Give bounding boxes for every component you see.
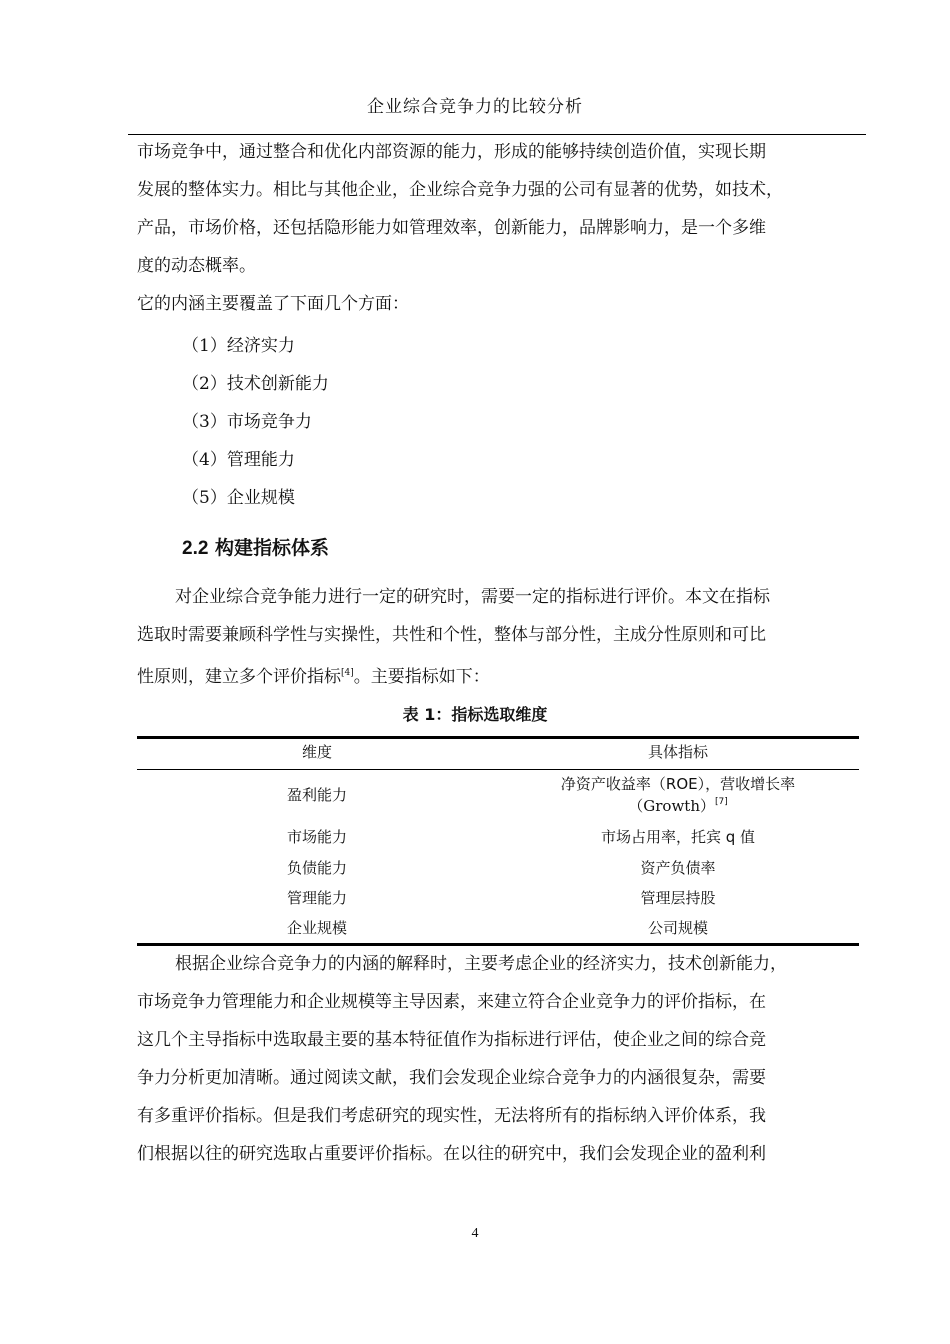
table-header-dimension: 维度 [301,743,332,761]
text-line: 这几个主导指标中选取最主要的基本特征值作为指标进行评估，使企业之间的综合竞 [137,1030,766,1050]
aspect-item: （1）经济实力 [182,336,295,356]
text-line: 发展的整体实力。相比与其他企业，企业综合竞争力强的公司有显著的优势，如技术， [137,180,783,200]
table-cell-indicator: 管理层持股 [640,889,716,907]
text-line: 市场竞争中，通过整合和优化内部资源的能力，形成的能够持续创造价值，实现长期 [137,142,766,162]
table-header-indicator: 具体指标 [647,743,708,761]
text-line: 根据企业综合竞争力的内涵的解释时，主要考虑企业的经济实力，技术创新能力， [175,954,787,974]
text-segment: （Growth） [628,797,715,815]
running-header: 企业综合竞争力的比较分析 [367,97,583,117]
text-line [137,654,862,696]
table-cell-dimension: 管理能力 [286,889,347,907]
text-line: 度的动态概率。 [137,256,256,276]
text-line: 们根据以往的研究选取占重要评价指标。在以往的研究中，我们会发现企业的盈利利 [137,1144,766,1164]
page-number: 4 [471,1226,479,1241]
text-segment: 。主要指标如下： [353,667,490,687]
citation: [7] [714,797,728,807]
method-paragraph [137,578,862,696]
aspect-item: （5）企业规模 [182,488,295,508]
intro-paragraph [137,133,862,323]
aspect-item: （2）技术创新能力 [182,374,329,394]
table-cell-dimension: 负债能力 [286,859,347,877]
table-cell-indicator-continued [497,795,859,816]
table-header-rule [137,769,859,770]
section-heading [182,533,329,560]
text-line: 争力分析更加清晰。通过阅读文献，我们会发现企业综合竞争力的内涵很复杂，需要 [137,1068,766,1088]
table-caption: 表 1：指标选取维度 [402,705,548,724]
aspect-item: （4）管理能力 [182,450,295,470]
table-cell-indicator: 市场占用率，托宾 q 值 [600,828,756,846]
table-cell-indicator: 资产负债率 [640,859,716,877]
section-title: 构建指标体系 [215,537,330,559]
intro-lead: 它的内涵主要覆盖了下面几个方面： [137,294,409,314]
text-line: 对企业综合竞争能力进行一定的研究时，需要一定的指标进行评价。本文在指标 [175,587,770,607]
text-line: 有多重评价指标。但是我们考虑研究的现实性，无法将所有的指标纳入评价体系，我 [137,1106,766,1126]
table-cell-dimension: 市场能力 [286,828,347,846]
text-segment: 性原则，建立多个评价指标 [137,667,341,687]
table-cell-indicator: 净资产收益率（ROE），营收增长率 [560,775,796,793]
citation: [4] [341,668,354,678]
analysis-paragraph [137,945,862,1173]
table-cell-dimension: 盈利能力 [286,786,347,804]
table-cell-dimension: 企业规模 [286,919,347,937]
section-number: 2.2 [182,538,209,559]
table-cell-indicator: 公司规模 [647,919,708,937]
aspect-item: （3）市场竞争力 [182,412,312,432]
text-line: 产品，市场价格，还包括隐形能力如管理效率，创新能力，品牌影响力，是一个多维 [137,218,766,238]
table-top-rule [137,736,859,739]
text-line: 选取时需要兼顾科学性与实操性，共性和个性，整体与部分性，主成分性原则和可比 [137,625,766,645]
text-line: 市场竞争力管理能力和企业规模等主导因素，来建立符合企业竞争力的评价指标，在 [137,992,766,1012]
